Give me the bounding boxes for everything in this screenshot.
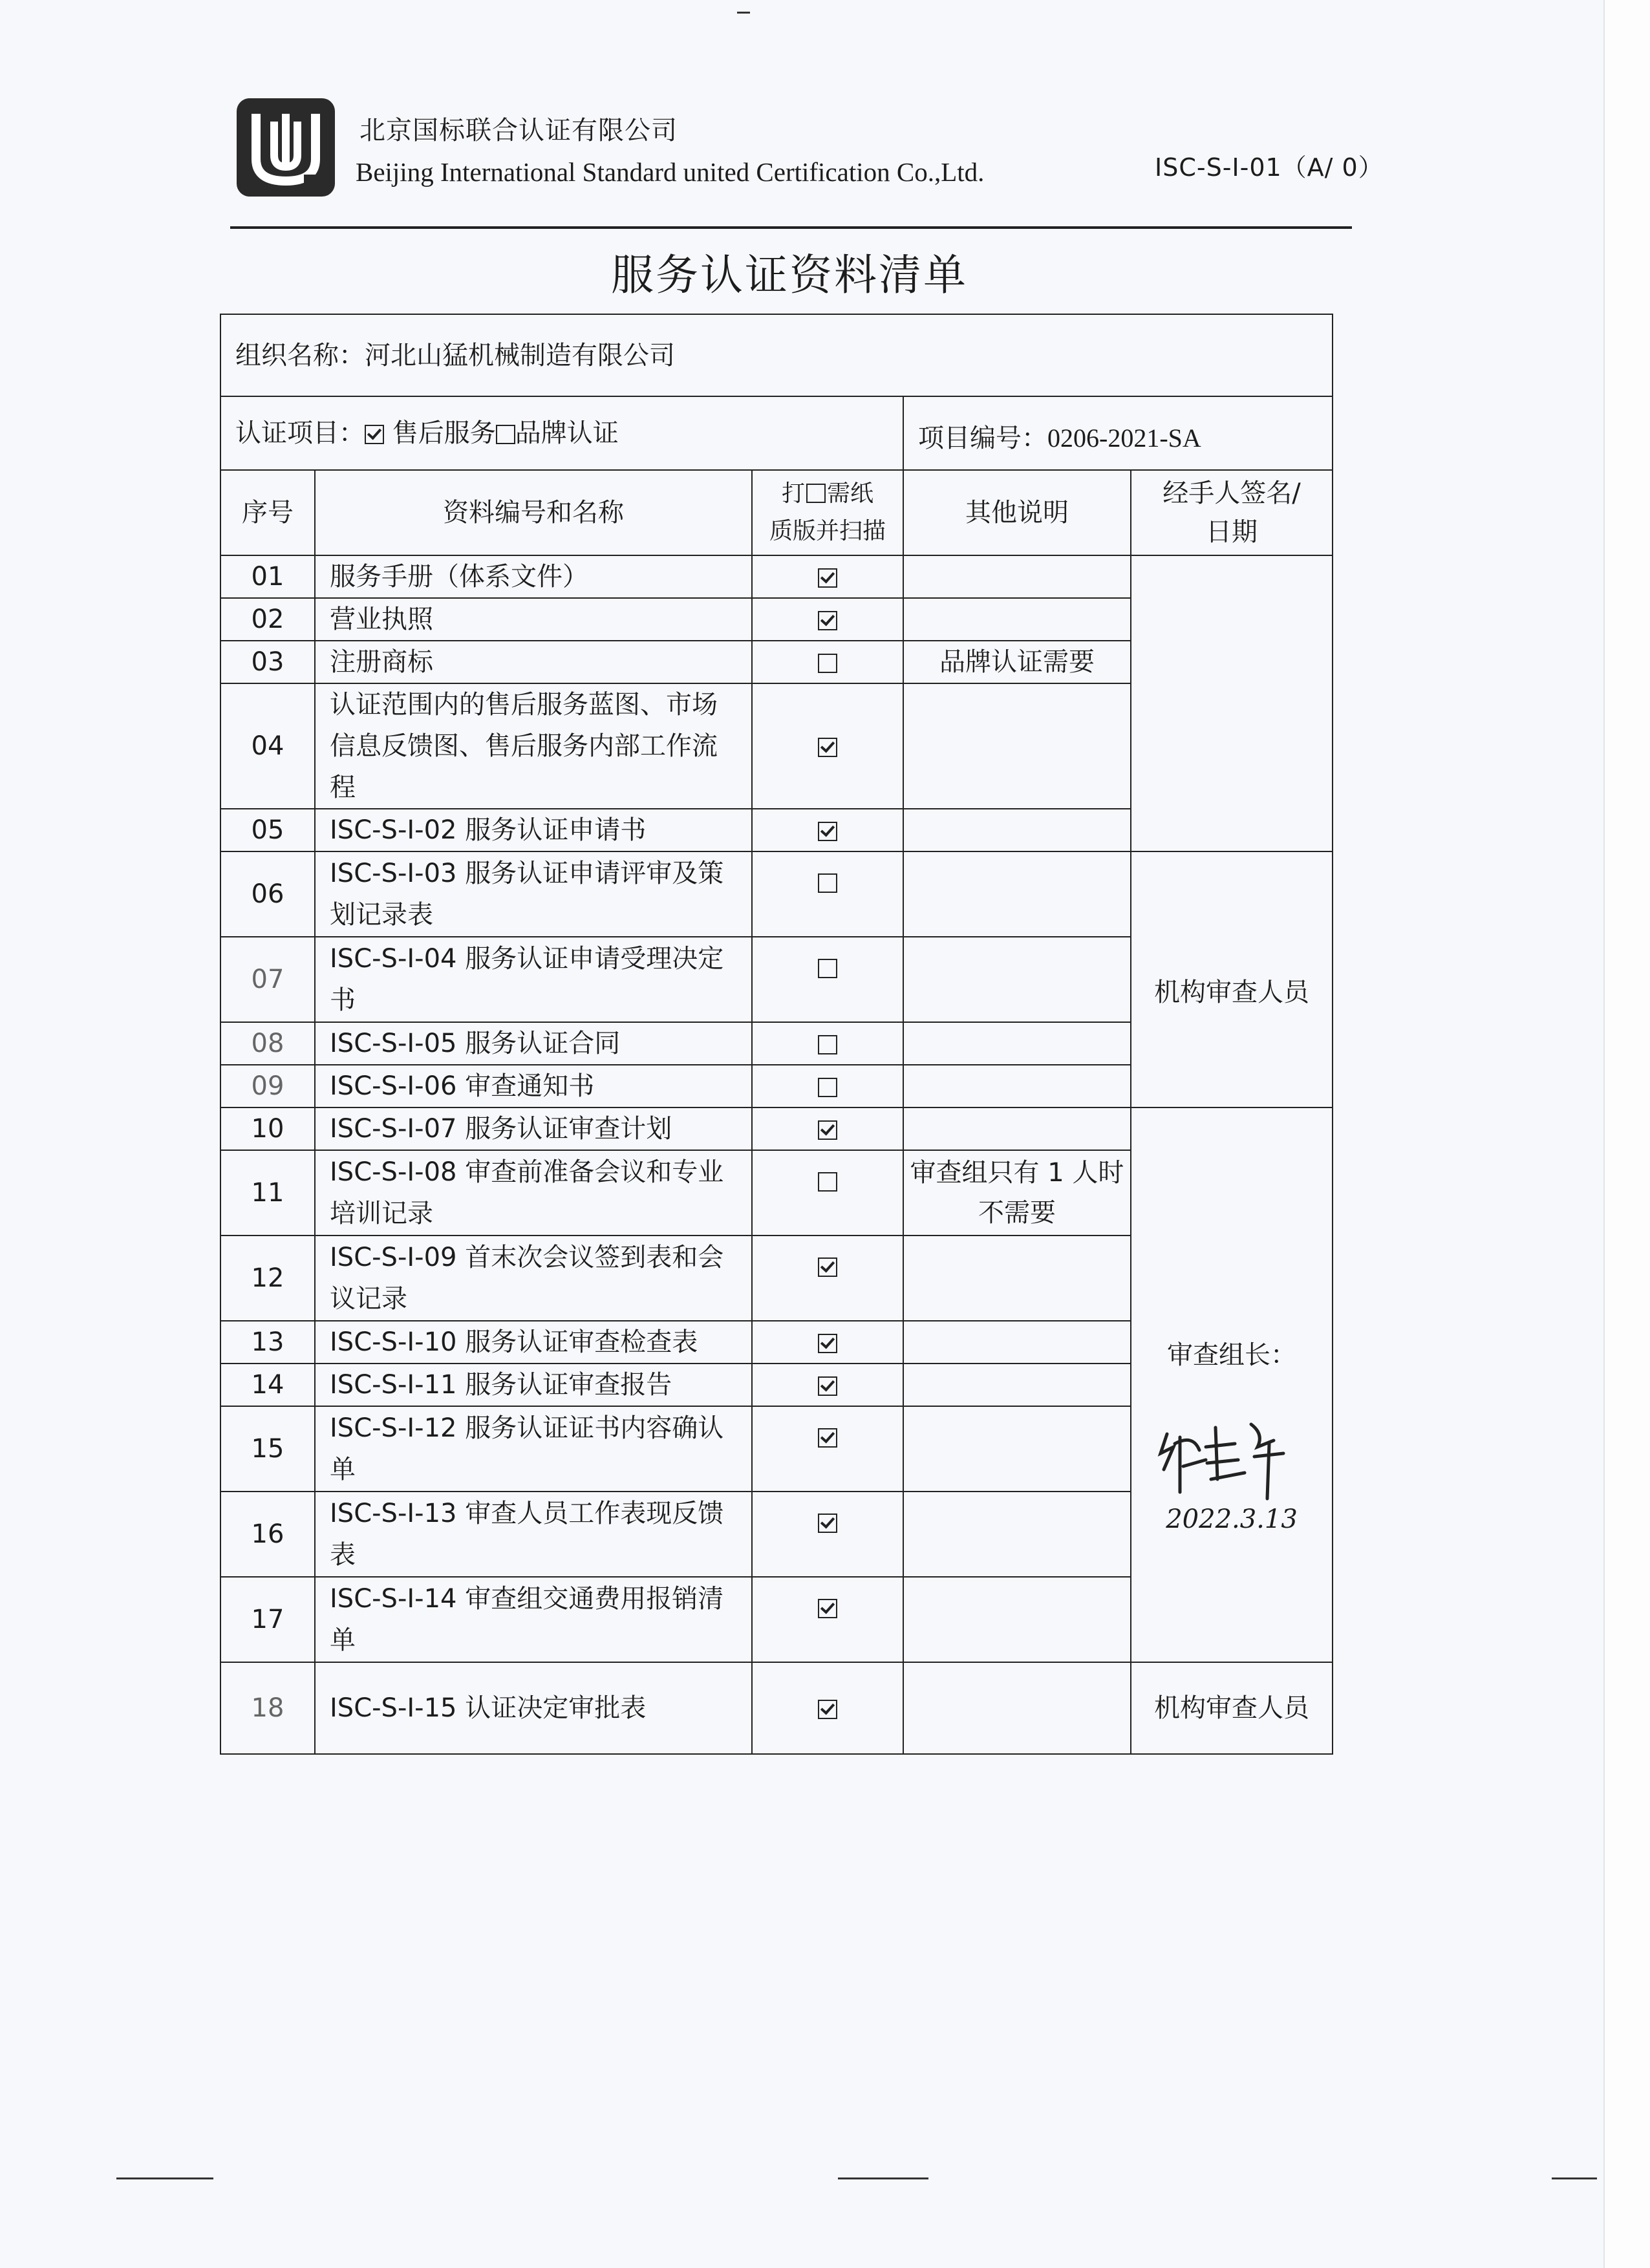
org-value: 河北山猛机械制造有限公司 [365,340,675,370]
checkbox[interactable] [818,568,837,588]
cert-row [220,396,1333,470]
checkbox[interactable] [818,738,837,757]
checkbox[interactable] [818,1078,837,1097]
cert-label: 认证项目： [235,418,365,448]
row-document-name: 认证范围内的售后服务蓝图、市场信息反馈图、售后服务内部工作流程 [315,683,752,809]
header-square [806,484,826,503]
cert-option-label: 售后服务 [392,418,496,448]
checkbox[interactable] [818,873,837,893]
row-document-name: ISC-S-I-07 服务认证审查计划 [315,1107,752,1150]
checkbox[interactable] [818,959,837,978]
checkbox[interactable] [818,822,837,841]
sign-date: 2022.3.13 [1166,1504,1298,1534]
row-note [903,937,1131,1022]
row-document-name: ISC-S-I-15 认证决定审批表 [315,1662,752,1754]
row-number: 10 [220,1107,315,1150]
table-body [220,555,1333,1754]
row-number: 17 [220,1577,315,1662]
row-note [903,1236,1131,1321]
row-document-name: ISC-S-I-14 审查组交通费用报销清单 [315,1577,752,1662]
table-row [220,1107,1333,1150]
checkbox[interactable] [818,1334,837,1353]
checkbox[interactable] [818,1428,837,1448]
row-number: 03 [220,641,315,683]
scan-mark [838,2177,928,2179]
sign-cell [1131,851,1333,1107]
row-document-name: ISC-S-I-11 服务认证审查报告 [315,1364,752,1406]
company-logo [234,96,338,199]
sign-reviewer-label: 机构审查人员 [1154,1693,1310,1723]
row-note [903,809,1131,851]
row-number: 08 [220,1022,315,1065]
row-number: 16 [220,1492,315,1577]
row-document-name: ISC-S-I-12 服务认证证书内容确认单 [315,1406,752,1492]
row-note: 审查组只有 1 人时不需要 [903,1150,1131,1236]
checkbox[interactable] [818,1599,837,1618]
scan-mark [1552,2177,1597,2179]
row-number: 01 [220,555,315,598]
row-note [903,1107,1131,1150]
sign-cell [1131,1662,1333,1754]
row-number: 09 [220,1065,315,1107]
row-number: 14 [220,1364,315,1406]
row-document-name: ISC-S-I-10 服务认证审查检查表 [315,1321,752,1364]
row-number: 13 [220,1321,315,1364]
row-note [903,598,1131,641]
row-document-name: ISC-S-I-08 审查前准备会议和专业培训记录 [315,1150,752,1236]
checkbox[interactable] [818,654,837,673]
table-row [220,1662,1333,1754]
table-row [220,555,1333,598]
checkbox[interactable] [818,1172,837,1192]
row-document-name: 营业执照 [315,598,752,641]
checkbox[interactable] [818,1035,837,1054]
checkbox[interactable] [365,425,384,444]
table-row [220,851,1333,937]
row-number: 12 [220,1236,315,1321]
row-document-name: ISC-S-I-13 审查人员工作表现反馈表 [315,1492,752,1577]
scan-mark [737,12,750,14]
cert-option-label: 品牌认证 [515,418,619,448]
row-document-name: 服务手册（体系文件） [315,555,752,598]
row-number: 05 [220,809,315,851]
row-note [903,1321,1131,1364]
header-seq: 序号 [220,470,315,555]
project-label: 项目编号： [918,423,1047,453]
row-note [903,1406,1131,1492]
checklist-table [220,314,1333,1755]
row-number: 18 [220,1662,315,1754]
sign-reviewer-label: 机构审查人员 [1154,978,1310,1007]
header-note: 其他说明 [903,470,1131,555]
row-note [903,1364,1131,1406]
header-rule [230,226,1352,229]
checkbox[interactable] [818,1257,837,1277]
row-document-name: ISC-S-I-05 服务认证合同 [315,1022,752,1065]
row-document-name: 注册商标 [315,641,752,683]
row-note [903,683,1131,809]
org-row [220,314,1333,396]
scan-mark [116,2177,213,2179]
page-title: 服务认证资料清单 [611,250,968,300]
scan-edge [1603,0,1650,2268]
row-document-name: ISC-S-I-04 服务认证申请受理决定书 [315,937,752,1022]
row-note [903,555,1131,598]
sign-cell [1131,1107,1333,1662]
checkbox[interactable] [818,1120,837,1140]
header-name: 资料编号和名称 [315,470,752,555]
row-note [903,1577,1131,1662]
row-document-name: ISC-S-I-09 首末次会议签到表和会议记录 [315,1236,752,1321]
header-print: 需纸 [827,480,874,507]
row-number: 02 [220,598,315,641]
row-number: 07 [220,937,315,1022]
row-note [903,1492,1131,1577]
header-sign: 日期 [1206,517,1258,547]
row-document-name: ISC-S-I-03 服务认证申请评审及策划记录表 [315,851,752,937]
header-print: 质版并扫描 [769,518,886,544]
row-number: 11 [220,1150,315,1236]
checkbox[interactable] [818,1376,837,1396]
checkbox[interactable] [818,1514,837,1533]
project-value: 0206-2021-SA [1047,423,1201,453]
row-document-name: ISC-S-I-06 审查通知书 [315,1065,752,1107]
company-name-en: Beijing International Standard united Certification Co.,Ltd. [356,157,985,187]
row-number: 15 [220,1406,315,1492]
table-header-row [220,470,1333,555]
checkbox[interactable] [496,425,515,444]
signature [1154,1408,1309,1505]
document-number: ISC-S-I-01（A/ 0） [1155,153,1384,182]
checkbox[interactable] [818,611,837,630]
row-document-name: ISC-S-I-02 服务认证申请书 [315,809,752,851]
row-number: 06 [220,851,315,937]
row-note [903,851,1131,937]
company-name-cn: 北京国标联合认证有限公司 [359,116,678,145]
sign-leader-label: 审查组长： [1167,1340,1297,1370]
header-sign: 经手人签名/ [1162,478,1301,508]
row-note [903,1662,1131,1754]
header-print: 打 [781,480,805,507]
row-number: 04 [220,683,315,809]
row-note: 品牌认证需要 [903,641,1131,683]
row-note [903,1065,1131,1107]
org-label: 组织名称： [235,340,365,370]
sign-cell [1131,555,1333,851]
row-note [903,1022,1131,1065]
checkbox[interactable] [818,1700,837,1719]
